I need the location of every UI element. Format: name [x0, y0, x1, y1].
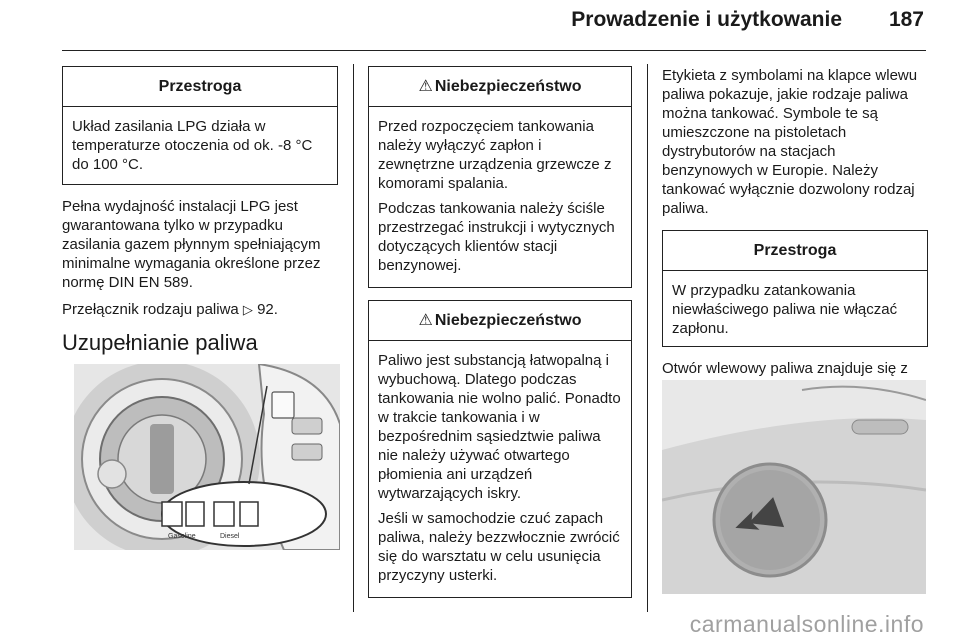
- fuel-flap-figure: [74, 364, 340, 550]
- danger-title-1: [369, 67, 631, 107]
- watermark: carmanualsonline.info: [689, 611, 924, 637]
- fuel-switch-ref: 92.: [257, 301, 278, 318]
- column-3: [662, 66, 928, 405]
- danger-body-1: [369, 107, 631, 287]
- caution-title-2: Przestroga: [663, 231, 927, 271]
- column-divider-right: [647, 64, 648, 612]
- caution-box-2: [662, 230, 928, 347]
- filler-location-paragraph: Otwór wlewowy paliwa znajduje się z: [662, 360, 908, 377]
- fuel-switch-text: Przełącznik rodzaju paliwa: [62, 301, 243, 318]
- danger-1-paragraph-2: Podczas tankowania należy ściśle przestrzegać instrukcji i wytycznych dotyczących klientów stacji benzynowej.: [378, 200, 615, 274]
- danger-title-2: [369, 301, 631, 341]
- danger-body-2: [369, 341, 631, 597]
- caution-body: [63, 107, 337, 184]
- triangle-right-icon: ▷: [242, 302, 253, 317]
- page-header-title: Prowadzenie i użytkowanie: [571, 8, 842, 31]
- caution-text: Układ zasilania LPG działa w temperaturze otoczenia od ok. -8 °C do 100 °C.: [72, 118, 313, 173]
- caution-text-2: W przypadku zatankowania niewłaściwego paliwa nie włączać zapłonu.: [672, 282, 898, 337]
- figure-label-diesel: Diesel: [220, 533, 240, 540]
- fuel-switch-paragraph: [62, 300, 338, 319]
- fuel-flap-illustration: [74, 364, 340, 550]
- column-2: [368, 66, 632, 610]
- caution-title: Przestroga: [63, 67, 337, 107]
- warning-triangle-icon: ⚠: [418, 312, 433, 329]
- danger-1-paragraph-1: Przed rozpoczęciem tankowania należy wyłączyć zapłon i zewnętrzne urządzenia grzewcze z komorami spalania.: [378, 118, 612, 192]
- danger-2-paragraph-1: Paliwo jest substancją łatwopalną i wybuchową. Dlatego podczas tankowania nie wolno palić. Ponadto w trakcie tankowania i w bezpośrednim sąsiedztwie paliwa nie należy używać otwartego płomienia ani urządzeń wytwarzających iskry.: [378, 352, 621, 502]
- section-heading: Uzupełnianie paliwa: [62, 330, 258, 355]
- caution-box: [62, 66, 338, 185]
- fuel-filler-figure: [662, 380, 926, 594]
- danger-title-2-text: Niebezpieczeństwo: [434, 312, 582, 329]
- page-number: 187: [888, 8, 924, 31]
- danger-2-paragraph-2: Jeśli w samochodzie czuć zapach paliwa, należy bezzwłocznie zwrócić się do warsztatu w celu usunięcia przyczyny usterki.: [378, 510, 620, 584]
- label-paragraph: Etykieta z symbolami na klapce wlewu paliwa pokazuje, jakie rodzaje paliwa można tankować. Symbole te są umieszczone na pistoletach dystrybutorów na stacjach benzynowych w Europie. Należy tankować wyłącznie dozwolony rodzaj paliwa.: [662, 67, 918, 217]
- warning-triangle-icon: ⚠: [418, 78, 433, 95]
- lpg-paragraph: Pełna wydajność instalacji LPG jest gwarantowana tylko w przypadku zasilania gazem płynnym spełniającym minimalne wymagania określone przez normę DIN EN 589.: [62, 198, 321, 291]
- caution-body-2: [663, 271, 927, 346]
- header-rule: [62, 50, 926, 51]
- column-1: [62, 66, 338, 368]
- danger-title-1-text: Niebezpieczeństwo: [434, 78, 582, 95]
- column-divider-left: [353, 64, 354, 612]
- figure-label-gasoline: Gasoline: [168, 533, 196, 540]
- fuel-filler-illustration: [662, 380, 926, 594]
- danger-box-2: [368, 300, 632, 598]
- danger-box-1: [368, 66, 632, 288]
